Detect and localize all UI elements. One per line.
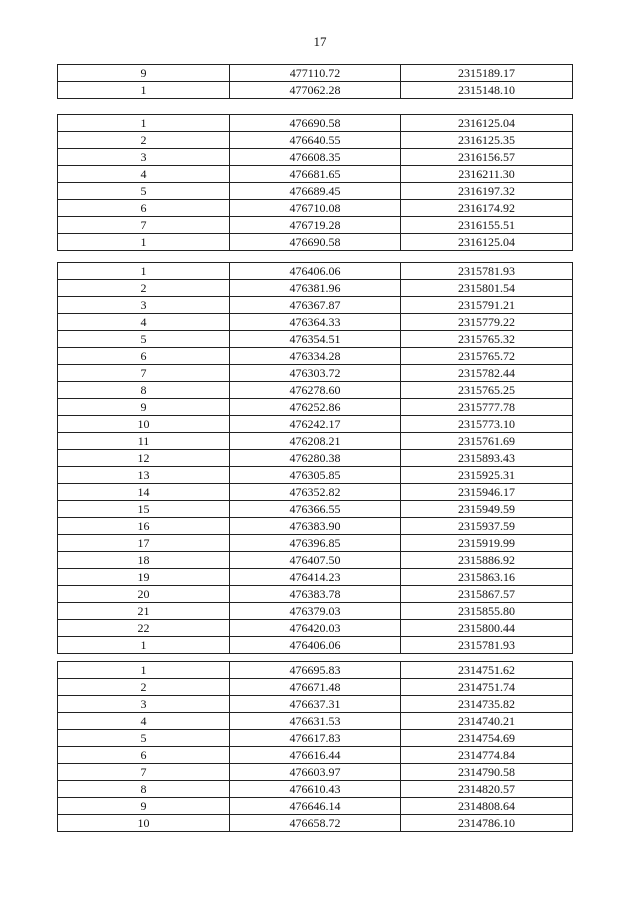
y-coordinate-cell: 2315781.93 [401, 637, 573, 654]
y-coordinate-cell: 2314740.21 [401, 713, 573, 730]
coordinate-table-4 [57, 661, 573, 832]
y-coordinate-cell: 2315781.93 [401, 263, 573, 280]
y-coordinate-cell: 2315765.25 [401, 382, 573, 399]
point-number-cell: 1 [58, 82, 230, 99]
y-coordinate-cell: 2315791.21 [401, 297, 573, 314]
y-coordinate-cell: 2315946.17 [401, 484, 573, 501]
x-coordinate-cell: 476637.31 [230, 696, 401, 713]
x-coordinate-cell: 476242.17 [230, 416, 401, 433]
point-number-cell: 4 [58, 166, 230, 183]
x-coordinate-cell: 476616.44 [230, 747, 401, 764]
y-coordinate-cell: 2314820.57 [401, 781, 573, 798]
table-row [58, 815, 573, 832]
x-coordinate-cell: 476366.55 [230, 501, 401, 518]
page-number: 17 [313, 34, 327, 49]
table-row [58, 200, 573, 217]
y-coordinate-cell: 2316197.32 [401, 183, 573, 200]
table-row [58, 679, 573, 696]
table-row [58, 82, 573, 99]
table-row [58, 149, 573, 166]
y-coordinate-cell: 2316155.51 [401, 217, 573, 234]
point-number-cell: 1 [58, 637, 230, 654]
point-number-cell: 12 [58, 450, 230, 467]
point-number-cell: 8 [58, 781, 230, 798]
y-coordinate-cell: 2315937.59 [401, 518, 573, 535]
point-number-cell: 2 [58, 679, 230, 696]
point-number-cell: 6 [58, 747, 230, 764]
y-coordinate-cell: 2315886.92 [401, 552, 573, 569]
x-coordinate-cell: 476406.06 [230, 637, 401, 654]
x-coordinate-cell: 476383.78 [230, 586, 401, 603]
y-coordinate-cell: 2315893.43 [401, 450, 573, 467]
point-number-cell: 18 [58, 552, 230, 569]
table-row [58, 662, 573, 679]
x-coordinate-cell: 476396.85 [230, 535, 401, 552]
table-row [58, 65, 573, 82]
table-row [58, 586, 573, 603]
x-coordinate-cell: 476420.03 [230, 620, 401, 637]
x-coordinate-cell: 476610.43 [230, 781, 401, 798]
table-row [58, 501, 573, 518]
x-coordinate-cell: 476631.53 [230, 713, 401, 730]
x-coordinate-cell: 476379.03 [230, 603, 401, 620]
y-coordinate-cell: 2315949.59 [401, 501, 573, 518]
table-row [58, 484, 573, 501]
x-coordinate-cell: 476640.55 [230, 132, 401, 149]
x-coordinate-cell: 476280.38 [230, 450, 401, 467]
y-coordinate-cell: 2314751.74 [401, 679, 573, 696]
coordinate-table-1 [57, 64, 573, 99]
x-coordinate-cell: 476383.90 [230, 518, 401, 535]
y-coordinate-cell: 2315782.44 [401, 365, 573, 382]
table-row [58, 518, 573, 535]
table-row [58, 433, 573, 450]
x-coordinate-cell: 476414.23 [230, 569, 401, 586]
point-number-cell: 3 [58, 696, 230, 713]
y-coordinate-cell: 2315801.54 [401, 280, 573, 297]
y-coordinate-cell: 2316174.92 [401, 200, 573, 217]
x-coordinate-cell: 476681.65 [230, 166, 401, 183]
y-coordinate-cell: 2314735.82 [401, 696, 573, 713]
x-coordinate-cell: 476354.51 [230, 331, 401, 348]
table-row [58, 331, 573, 348]
y-coordinate-cell: 2314751.62 [401, 662, 573, 679]
point-number-cell: 1 [58, 115, 230, 132]
point-number-cell: 8 [58, 382, 230, 399]
x-coordinate-cell: 476719.28 [230, 217, 401, 234]
point-number-cell: 7 [58, 365, 230, 382]
x-coordinate-cell: 476603.97 [230, 764, 401, 781]
x-coordinate-cell: 476690.58 [230, 115, 401, 132]
x-coordinate-cell: 476367.87 [230, 297, 401, 314]
y-coordinate-cell: 2315148.10 [401, 82, 573, 99]
point-number-cell: 2 [58, 132, 230, 149]
table-row [58, 132, 573, 149]
point-number-cell: 5 [58, 183, 230, 200]
x-coordinate-cell: 476303.72 [230, 365, 401, 382]
point-number-cell: 1 [58, 662, 230, 679]
table-row [58, 764, 573, 781]
y-coordinate-cell: 2314786.10 [401, 815, 573, 832]
point-number-cell: 9 [58, 798, 230, 815]
table-row [58, 552, 573, 569]
table-row [58, 781, 573, 798]
table-row [58, 535, 573, 552]
point-number-cell: 1 [58, 234, 230, 251]
y-coordinate-cell: 2315765.72 [401, 348, 573, 365]
table-row [58, 399, 573, 416]
table-row [58, 450, 573, 467]
x-coordinate-cell: 476252.86 [230, 399, 401, 416]
x-coordinate-cell: 476695.83 [230, 662, 401, 679]
x-coordinate-cell: 476608.35 [230, 149, 401, 166]
point-number-cell: 4 [58, 713, 230, 730]
y-coordinate-cell: 2315800.44 [401, 620, 573, 637]
table-row [58, 637, 573, 654]
table-row [58, 467, 573, 484]
table-row [58, 382, 573, 399]
y-coordinate-cell: 2314754.69 [401, 730, 573, 747]
table-row [58, 696, 573, 713]
x-coordinate-cell: 476617.83 [230, 730, 401, 747]
y-coordinate-cell: 2315773.10 [401, 416, 573, 433]
x-coordinate-cell: 476381.96 [230, 280, 401, 297]
y-coordinate-cell: 2315863.16 [401, 569, 573, 586]
coordinate-table-2 [57, 114, 573, 251]
x-coordinate-cell: 476364.33 [230, 314, 401, 331]
table-row [58, 348, 573, 365]
y-coordinate-cell: 2315189.17 [401, 65, 573, 82]
point-number-cell: 10 [58, 815, 230, 832]
x-coordinate-cell: 476305.85 [230, 467, 401, 484]
y-coordinate-cell: 2316211.30 [401, 166, 573, 183]
point-number-cell: 21 [58, 603, 230, 620]
table-row [58, 603, 573, 620]
table-row [58, 569, 573, 586]
table-row [58, 166, 573, 183]
table-row [58, 115, 573, 132]
point-number-cell: 22 [58, 620, 230, 637]
table-row [58, 798, 573, 815]
y-coordinate-cell: 2316125.04 [401, 115, 573, 132]
table-row [58, 263, 573, 280]
x-coordinate-cell: 476208.21 [230, 433, 401, 450]
table-row [58, 620, 573, 637]
y-coordinate-cell: 2316125.35 [401, 132, 573, 149]
point-number-cell: 3 [58, 149, 230, 166]
x-coordinate-cell: 476352.82 [230, 484, 401, 501]
x-coordinate-cell: 476646.14 [230, 798, 401, 815]
y-coordinate-cell: 2314808.64 [401, 798, 573, 815]
point-number-cell: 3 [58, 297, 230, 314]
table-row [58, 365, 573, 382]
y-coordinate-cell: 2316156.57 [401, 149, 573, 166]
point-number-cell: 1 [58, 263, 230, 280]
y-coordinate-cell: 2315779.22 [401, 314, 573, 331]
table-row [58, 217, 573, 234]
x-coordinate-cell: 476710.08 [230, 200, 401, 217]
x-coordinate-cell: 477110.72 [230, 65, 401, 82]
point-number-cell: 20 [58, 586, 230, 603]
x-coordinate-cell: 476671.48 [230, 679, 401, 696]
x-coordinate-cell: 476407.50 [230, 552, 401, 569]
x-coordinate-cell: 476406.06 [230, 263, 401, 280]
point-number-cell: 6 [58, 348, 230, 365]
point-number-cell: 17 [58, 535, 230, 552]
table-row [58, 234, 573, 251]
point-number-cell: 4 [58, 314, 230, 331]
x-coordinate-cell: 476689.45 [230, 183, 401, 200]
y-coordinate-cell: 2316125.04 [401, 234, 573, 251]
y-coordinate-cell: 2315925.31 [401, 467, 573, 484]
x-coordinate-cell: 476334.28 [230, 348, 401, 365]
y-coordinate-cell: 2315855.80 [401, 603, 573, 620]
point-number-cell: 5 [58, 730, 230, 747]
point-number-cell: 7 [58, 764, 230, 781]
point-number-cell: 16 [58, 518, 230, 535]
coordinate-table-3 [57, 262, 573, 654]
table-row [58, 730, 573, 747]
point-number-cell: 13 [58, 467, 230, 484]
x-coordinate-cell: 476658.72 [230, 815, 401, 832]
point-number-cell: 7 [58, 217, 230, 234]
table-row [58, 280, 573, 297]
point-number-cell: 15 [58, 501, 230, 518]
y-coordinate-cell: 2315867.57 [401, 586, 573, 603]
y-coordinate-cell: 2315765.32 [401, 331, 573, 348]
x-coordinate-cell: 477062.28 [230, 82, 401, 99]
table-row [58, 713, 573, 730]
point-number-cell: 5 [58, 331, 230, 348]
point-number-cell: 6 [58, 200, 230, 217]
table-row [58, 416, 573, 433]
y-coordinate-cell: 2314790.58 [401, 764, 573, 781]
y-coordinate-cell: 2315919.99 [401, 535, 573, 552]
point-number-cell: 9 [58, 399, 230, 416]
point-number-cell: 14 [58, 484, 230, 501]
y-coordinate-cell: 2315761.69 [401, 433, 573, 450]
point-number-cell: 19 [58, 569, 230, 586]
point-number-cell: 11 [58, 433, 230, 450]
table-row [58, 183, 573, 200]
x-coordinate-cell: 476690.58 [230, 234, 401, 251]
table-row [58, 314, 573, 331]
x-coordinate-cell: 476278.60 [230, 382, 401, 399]
table-row [58, 297, 573, 314]
point-number-cell: 10 [58, 416, 230, 433]
point-number-cell: 2 [58, 280, 230, 297]
point-number-cell: 9 [58, 65, 230, 82]
table-row [58, 747, 573, 764]
y-coordinate-cell: 2315777.78 [401, 399, 573, 416]
y-coordinate-cell: 2314774.84 [401, 747, 573, 764]
